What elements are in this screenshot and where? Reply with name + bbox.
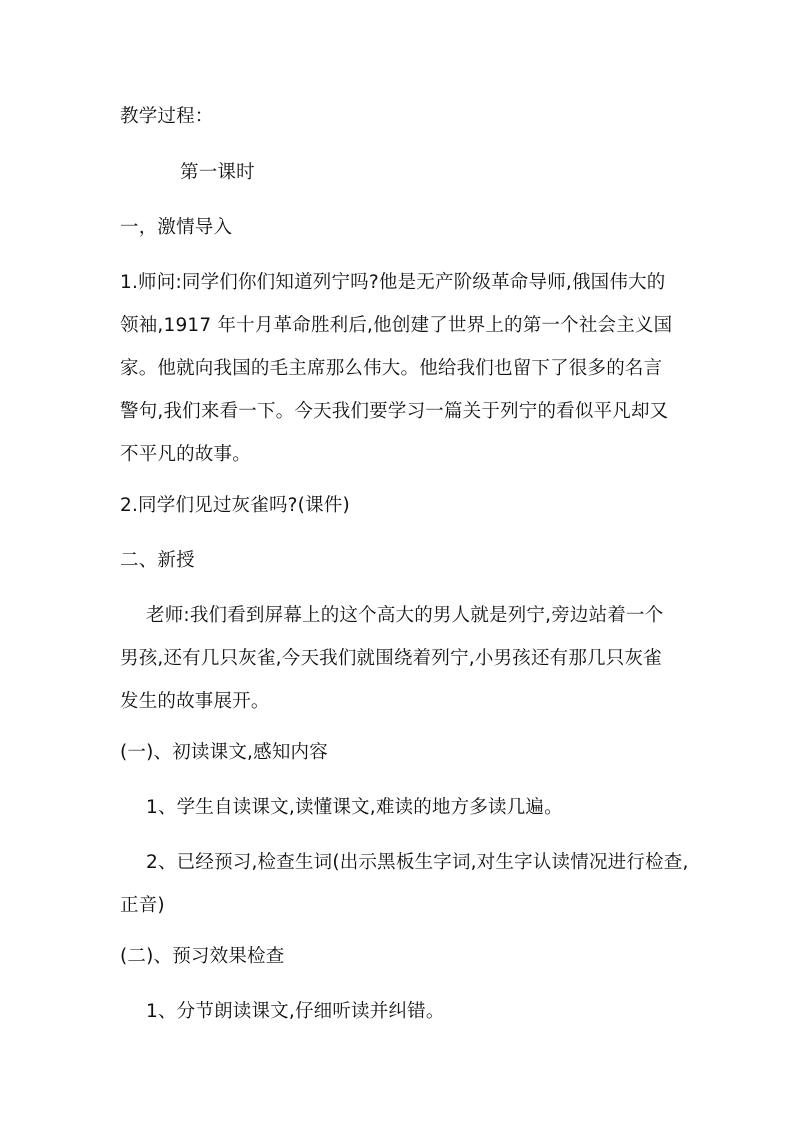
sub2-item1: 1、分节朗读课文,仔细听读并纠错。 [146, 1001, 445, 1022]
section-heading: 教学过程： [120, 106, 214, 127]
teacher-para-line-1: 老师:我们看到屏幕上的这个高大的男人就是列宁,旁边站着一个 [146, 605, 664, 626]
item1-line-4: 警句,我们来看一下。今天我们要学习一篇关于列宁的看似平凡却又 [120, 401, 669, 422]
teacher-para-line-2: 男孩,还有几只灰雀,今天我们就围绕着列宁,小男孩还有那几只灰雀 [120, 648, 662, 669]
part2-heading: 二、新授 [120, 550, 195, 571]
item1-line-3: 家。他就向我国的毛主席那么伟大。他给我们也留下了很多的名言 [120, 358, 663, 379]
sub1-item2-line-2: 正音) [120, 895, 165, 916]
item2: 2.同学们见过灰雀吗?(课件) [120, 495, 350, 516]
sub1-item1: 1、学生自读课文,读懂课文,难读的地方多读几遍。 [146, 797, 563, 818]
teacher-para-line-3: 发生的故事展开。 [120, 691, 270, 712]
sub1-heading: (一)、初读课文,感知内容 [120, 742, 328, 763]
part1-heading: 一，激情导入 [120, 217, 233, 238]
item1-line-2: 领袖,1917 年十月革命胜利后,他创建了世界上的第一个社会主义国 [120, 315, 673, 336]
sub2-heading: (二)、预习效果检查 [120, 946, 285, 967]
item1-line-5: 不平凡的故事。 [120, 444, 251, 465]
sub1-item2-line-1: 2、已经预习,检查生词(出示黑板生字词,对生字认读情况进行检查, [146, 852, 689, 873]
lesson-title: 第一课时 [180, 162, 255, 183]
item1-line-1: 1.师问:同学们你们知道列宁吗?他是无产阶级革命导师,俄国伟大的 [120, 272, 666, 293]
